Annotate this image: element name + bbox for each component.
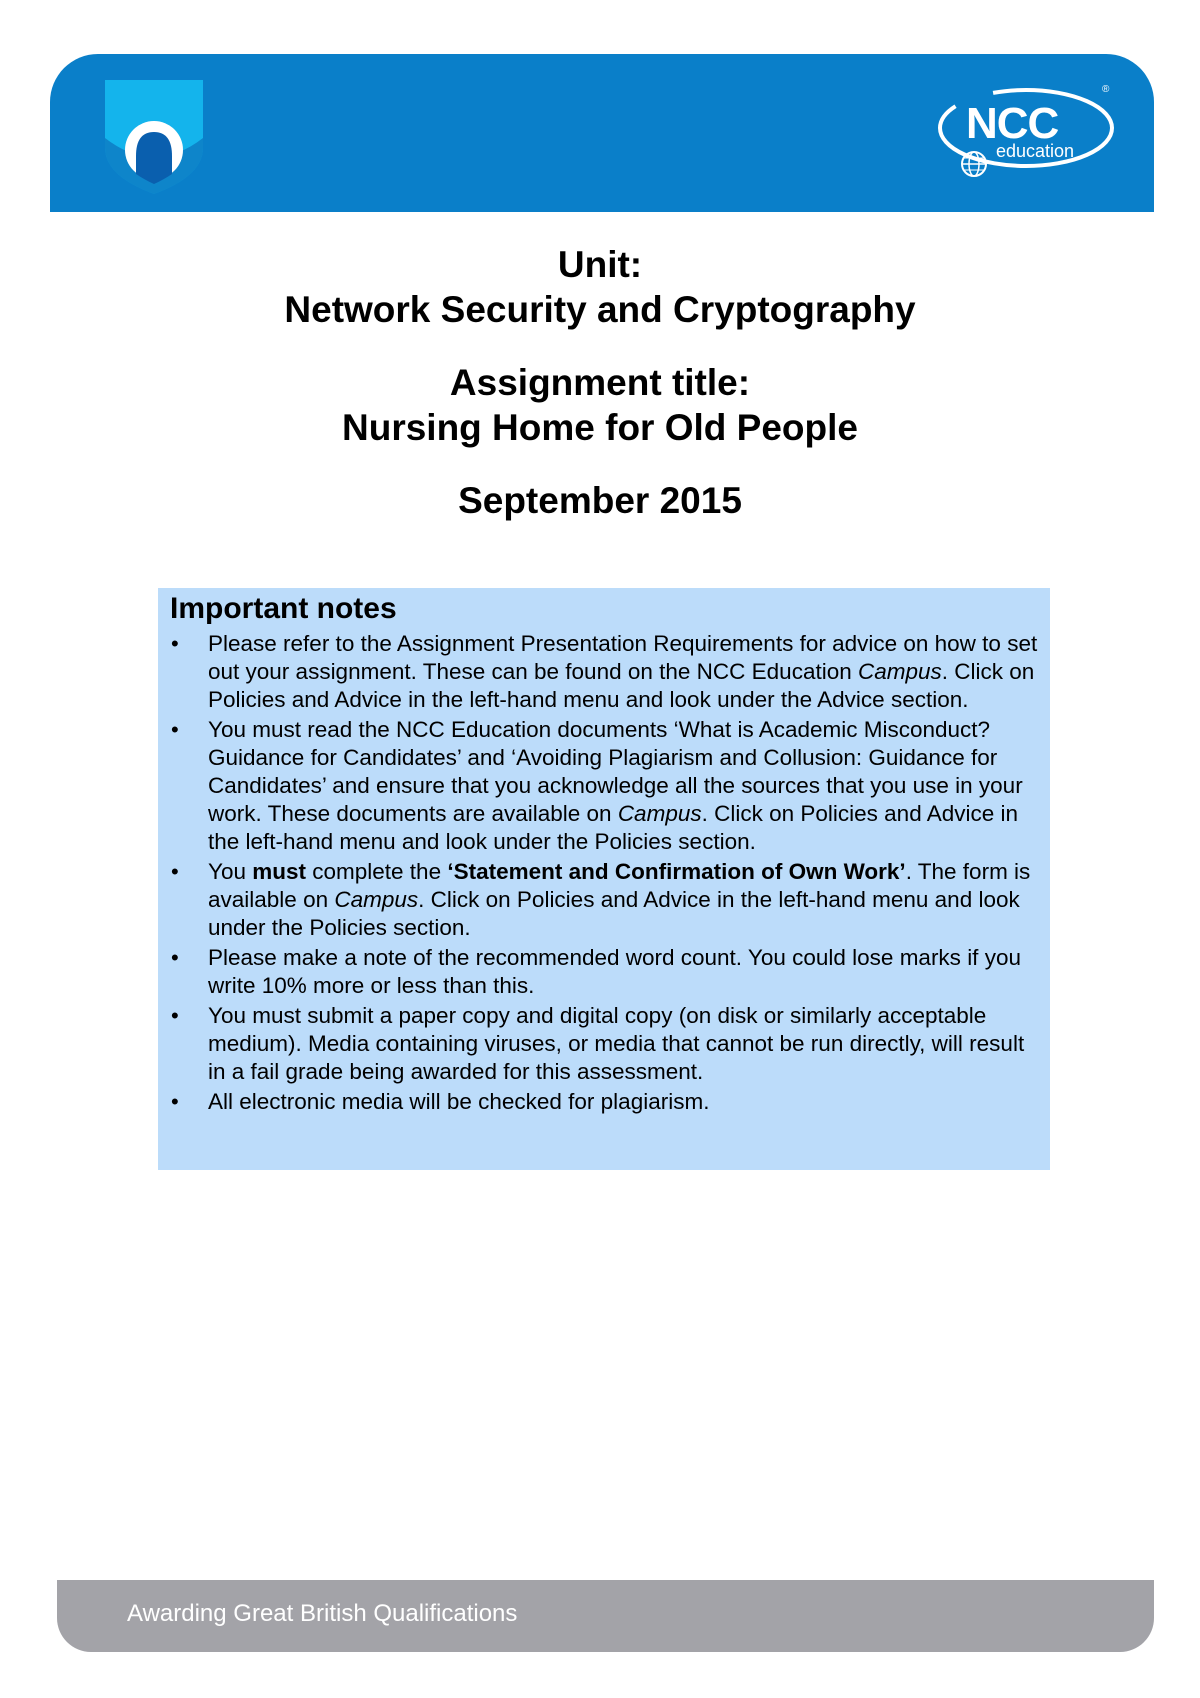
note-text: ‘Statement and Confirmation of Own Work’ bbox=[447, 859, 906, 884]
ncc-education-logo bbox=[934, 82, 1114, 184]
note-text: Please refer to the Assignment Presentation Requirements for advice on how to set out your assignment. These can be found on the NCC Education bbox=[208, 631, 1038, 684]
note-text: . Click on Policies and Advice in the left-hand menu and look under the Advice section. bbox=[208, 659, 1035, 712]
logo-ncc-text: NCC bbox=[966, 99, 1059, 148]
note-item bbox=[170, 716, 1040, 856]
note-text: All electronic media will be checked for plagiarism. bbox=[208, 1089, 710, 1114]
bullet-icon: • bbox=[171, 1089, 179, 1114]
note-item bbox=[170, 1002, 1040, 1086]
important-notes-box bbox=[158, 588, 1050, 1170]
note-text: You must read the NCC Education documents ‘What is Academic Misconduct? Guidance for Candidates’ and ‘Avoiding Plagiarism and Collusion: Guidance for Candidates’ and ensure that you acknowledge all the sources that you use in your work. These documents are available on bbox=[208, 717, 1023, 826]
bullet-icon: • bbox=[171, 631, 179, 656]
notes-heading: Important notes bbox=[170, 592, 397, 625]
bullet-icon: • bbox=[171, 717, 179, 742]
footer-band bbox=[57, 1580, 1154, 1652]
assignment-label: Assignment title: bbox=[449, 362, 751, 403]
note-text: You bbox=[208, 859, 253, 884]
note-item bbox=[170, 1088, 1040, 1116]
assignment-name: Nursing Home for Old People bbox=[342, 407, 858, 448]
footer-tagline: Awarding Great British Qualifications bbox=[127, 1600, 518, 1627]
notes-list bbox=[170, 630, 1040, 1116]
logo-education-text: education bbox=[996, 141, 1075, 161]
bullet-icon: • bbox=[171, 1003, 179, 1028]
note-item bbox=[170, 944, 1040, 1000]
note-text: Campus bbox=[617, 801, 702, 826]
unit-label: Unit: bbox=[557, 244, 643, 285]
registered-mark: ® bbox=[1102, 84, 1110, 95]
note-text: . Click on Policies and Advice in the left-hand menu and look under the Policies section. bbox=[208, 801, 1019, 854]
unit-name: Network Security and Cryptography bbox=[284, 289, 916, 330]
assignment-date: September 2015 bbox=[458, 480, 742, 521]
bullet-icon: • bbox=[171, 859, 179, 884]
bullet-icon: • bbox=[171, 945, 179, 970]
note-text: You must submit a paper copy and digital copy (on disk or similarly acceptable medium). Media containing viruses, or media that cannot be run directly, will result in a fail grade being awarded for this assessment. bbox=[208, 1003, 1025, 1084]
note-item bbox=[170, 858, 1040, 942]
note-text: Campus bbox=[857, 659, 942, 684]
title-block bbox=[0, 242, 1200, 523]
note-item bbox=[170, 630, 1040, 714]
note-text: . Click on Policies and Advice in the left-hand menu and look under the Policies section. bbox=[208, 887, 1020, 940]
note-text: . The form is available on bbox=[208, 859, 1031, 912]
note-text: must bbox=[252, 859, 306, 884]
note-text: Campus bbox=[334, 887, 419, 912]
note-text: complete the bbox=[306, 859, 448, 884]
note-text: Please make a note of the recommended word count. You could lose marks if you write 10% more or less than this. bbox=[208, 945, 1021, 998]
university-crest-icon bbox=[103, 78, 205, 196]
globe-icon bbox=[962, 152, 986, 176]
